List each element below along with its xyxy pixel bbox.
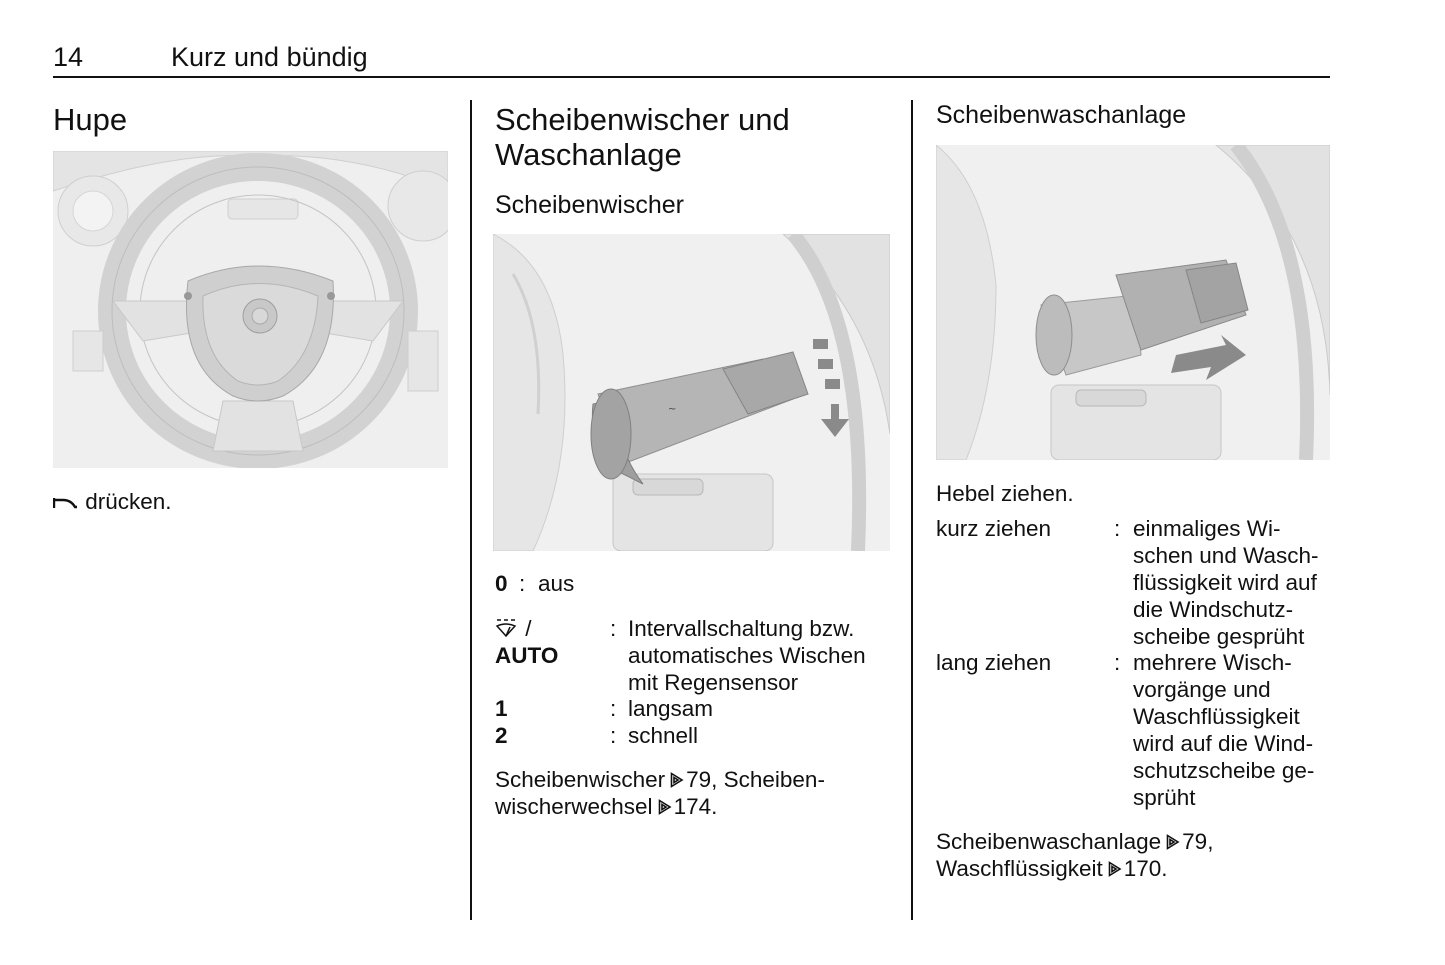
row-1-value: langsam <box>628 696 714 721</box>
short-pull-line5: scheibe gesprüht <box>1133 624 1305 649</box>
long-pull-line3: Waschflüssigkeit <box>1133 704 1300 729</box>
row-0-value: aus <box>538 571 575 596</box>
horn-caption <box>53 489 172 516</box>
page-ref-arrow-icon <box>658 799 672 815</box>
long-pull-line6: sprüht <box>1133 785 1196 810</box>
short-pull-line1: einmaliges Wi- <box>1133 516 1281 541</box>
long-pull-line4: wird auf die Wind- <box>1133 731 1314 756</box>
washer-reference-line1: Scheibenwaschanlage 79, <box>936 829 1214 854</box>
row-2-key: 2 <box>495 723 508 748</box>
row-auto-key: / <box>495 616 532 643</box>
heading-scheibenwischer-line2: Waschanlage <box>495 137 682 172</box>
wiper-lever-figure <box>493 234 890 551</box>
short-pull-key: kurz ziehen <box>936 516 1052 541</box>
row-1-sep: : <box>610 696 617 721</box>
long-pull-line5: schutzscheibe ge- <box>1133 758 1315 783</box>
wiper-link-174[interactable]: 174. <box>673 794 718 819</box>
page-ref-arrow-icon <box>1108 861 1122 877</box>
washer-link-79[interactable]: 79, <box>1182 829 1214 854</box>
column-divider-1 <box>470 100 472 920</box>
row-1-key: 1 <box>495 696 508 721</box>
row-auto-value-line1: Intervallschaltung bzw. <box>628 616 855 641</box>
subheading-scheibenwaschanlage: Scheibenwaschanlage <box>936 101 1187 129</box>
washer-link-170[interactable]: 170. <box>1123 856 1168 881</box>
washer-intro: Hebel ziehen. <box>936 481 1074 506</box>
short-pull-line2: schen und Wasch- <box>1133 543 1319 568</box>
svg-text:~: ~ <box>668 404 677 415</box>
row-auto-value-line3: mit Regensensor <box>628 670 799 695</box>
page-header <box>53 40 1330 78</box>
short-pull-line4: die Windschutz- <box>1133 597 1294 622</box>
horn-caption-text: drücken. <box>79 489 172 514</box>
section-title: Kurz und bündig <box>171 42 368 72</box>
steering-wheel-figure <box>53 151 448 468</box>
washer-lever-figure <box>936 145 1330 460</box>
subheading-scheibenwischer: Scheibenwischer <box>495 191 684 219</box>
long-pull-sep: : <box>1114 650 1121 675</box>
row-auto-key-line2: AUTO <box>495 643 559 668</box>
short-pull-sep: : <box>1114 516 1121 541</box>
heading-hupe: Hupe <box>53 102 128 137</box>
row-0-key: 0 <box>495 571 508 596</box>
row-auto-sep: : <box>610 616 617 641</box>
page-ref-arrow-icon <box>1166 834 1180 850</box>
horn-icon <box>53 489 79 516</box>
long-pull-line2: vorgänge und <box>1133 677 1271 702</box>
column-divider-2 <box>911 100 913 920</box>
row-0-sep: : <box>519 571 526 596</box>
wiper-link-79[interactable]: 79, Scheiben- <box>686 767 825 792</box>
heading-scheibenwischer-line1: Scheibenwischer und <box>495 102 790 137</box>
row-2-value: schnell <box>628 723 699 748</box>
row-2-sep: : <box>610 723 617 748</box>
long-pull-line1: mehrere Wisch- <box>1133 650 1292 675</box>
wiper-reference-line2: wischerwechsel 174. <box>495 794 718 819</box>
long-pull-key: lang ziehen <box>936 650 1052 675</box>
short-pull-line3: flüssigkeit wird auf <box>1133 570 1317 595</box>
row-auto-value-line2: automatisches Wischen <box>628 643 866 668</box>
interval-wiper-icon <box>495 616 519 643</box>
wiper-reference-line1: Scheibenwischer 79, Scheiben- <box>495 767 825 792</box>
washer-reference-line2: Waschflüssigkeit 170. <box>936 856 1168 881</box>
page-number: 14 <box>53 42 84 72</box>
page-ref-arrow-icon <box>670 772 684 788</box>
